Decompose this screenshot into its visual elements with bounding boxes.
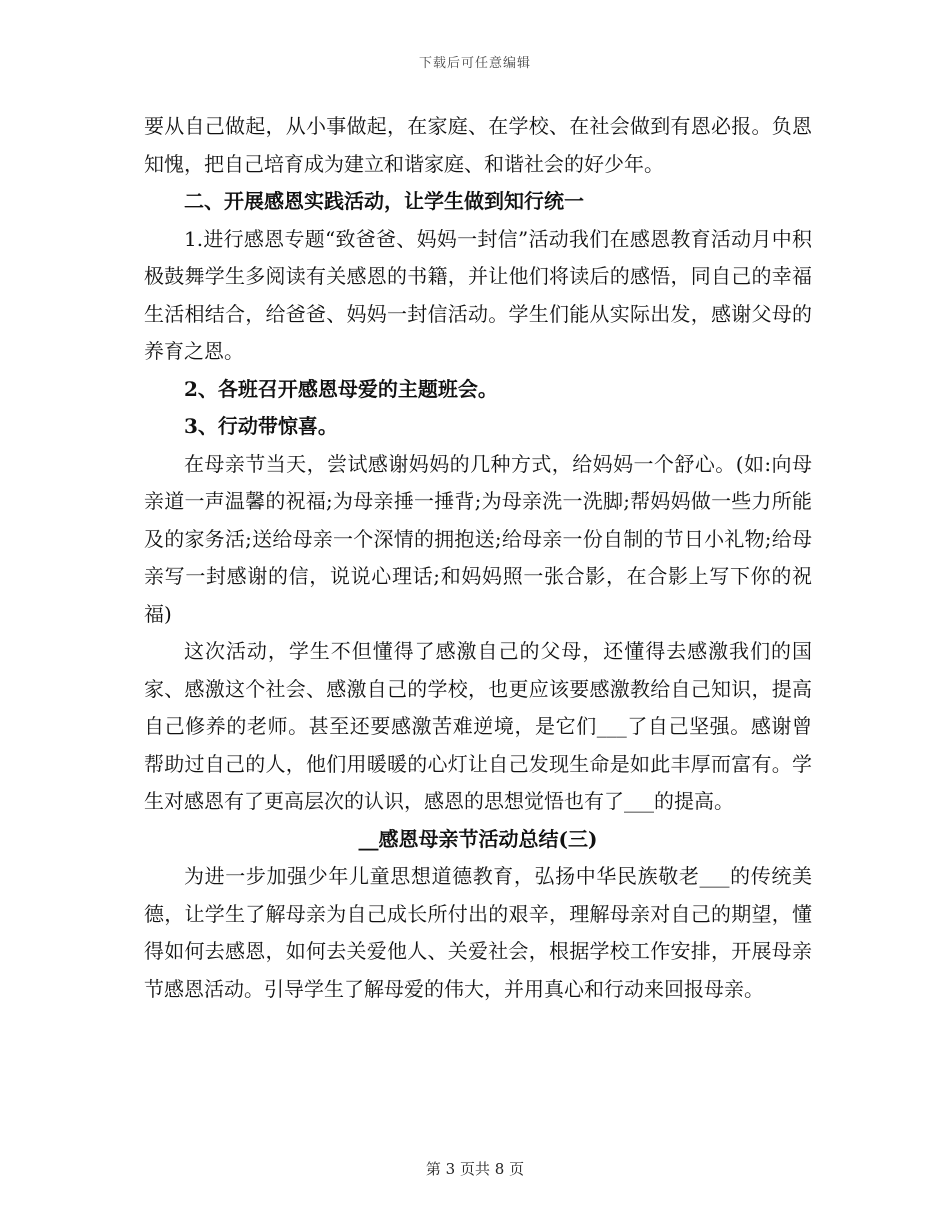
- item-class-meeting: 2、各班召开感恩母爱的主题班会。: [184, 376, 498, 401]
- section-heading-practice: 二、开展感恩实践活动，让学生做到知行统一: [184, 189, 584, 213]
- section-title-summary-three: __感恩母亲节活动总结(三): [358, 826, 598, 851]
- paragraph-continuation: 要从自己做起，从小事做起，在家庭、在学校、在社会做到有恩必报。负恩知愧，把自己培育成为建立和谐家庭、和谐社会的好少年。: [144, 114, 812, 176]
- page-number-footer: 第 3 页共 8 页: [425, 1160, 525, 1178]
- item-action-surprise: 3、行动带惊喜。: [184, 414, 338, 438]
- paragraph-letter-activity: 1.进行感恩专题“致爸爸、妈妈一封信”活动我们在感恩教育活动月中积极鼓舞学生多阅读有关感恩的书籍，并让他们将读后的感悟，同自己的幸福生活相结合，给爸爸、妈妈一封信活动。学生们能从实际出发，感谢父母的养育之恩。: [144, 226, 812, 363]
- document-body: [144, 108, 812, 1008]
- paragraph-mothers-day-ways: 在母亲节当天，尝试感谢妈妈的几种方式，给妈妈一个舒心。(如:向母亲道一声温馨的祝福;为母亲捶一捶背;为母亲洗一洗脚;帮妈妈做一些力所能及的家务活;送给母亲一个深情的拥抱送;给母亲一份自制的节日小礼物;给母亲写一封感谢的信，说说心理话;和妈妈照一张合影，在合影上写下你的祝福): [144, 451, 812, 626]
- paragraph-activity-result: 这次活动，学生不但懂得了感激自己的父母，还懂得去感激我们的国家、感激这个社会、感激自己的学校，也更应该要感激教给自己知识，提高自己修养的老师。甚至还要感激苦难逆境，是它们___了自己坚强。感谢曾帮助过自己的人，他们用暖暖的心灯让自己发现生命是如此丰厚而富有。学生对感恩有了更高层次的认识，感恩的思想觉悟也有了___的提高。: [144, 639, 812, 813]
- page-header: 下载后可任意编辑: [418, 56, 531, 71]
- paragraph-intro-summary-three: 为进一步加强少年儿童思想道德教育，弘扬中华民族敬老___的传统美德，让学生了解母亲为自己成长所付出的艰辛，理解母亲对自己的期望，懂得如何去感恩，如何去关爱他人、关爱社会，根据学校工作安排，开展母亲节感恩活动。引导学生了解母爱的伟大，并用真心和行动来回报母亲。: [144, 864, 812, 1001]
